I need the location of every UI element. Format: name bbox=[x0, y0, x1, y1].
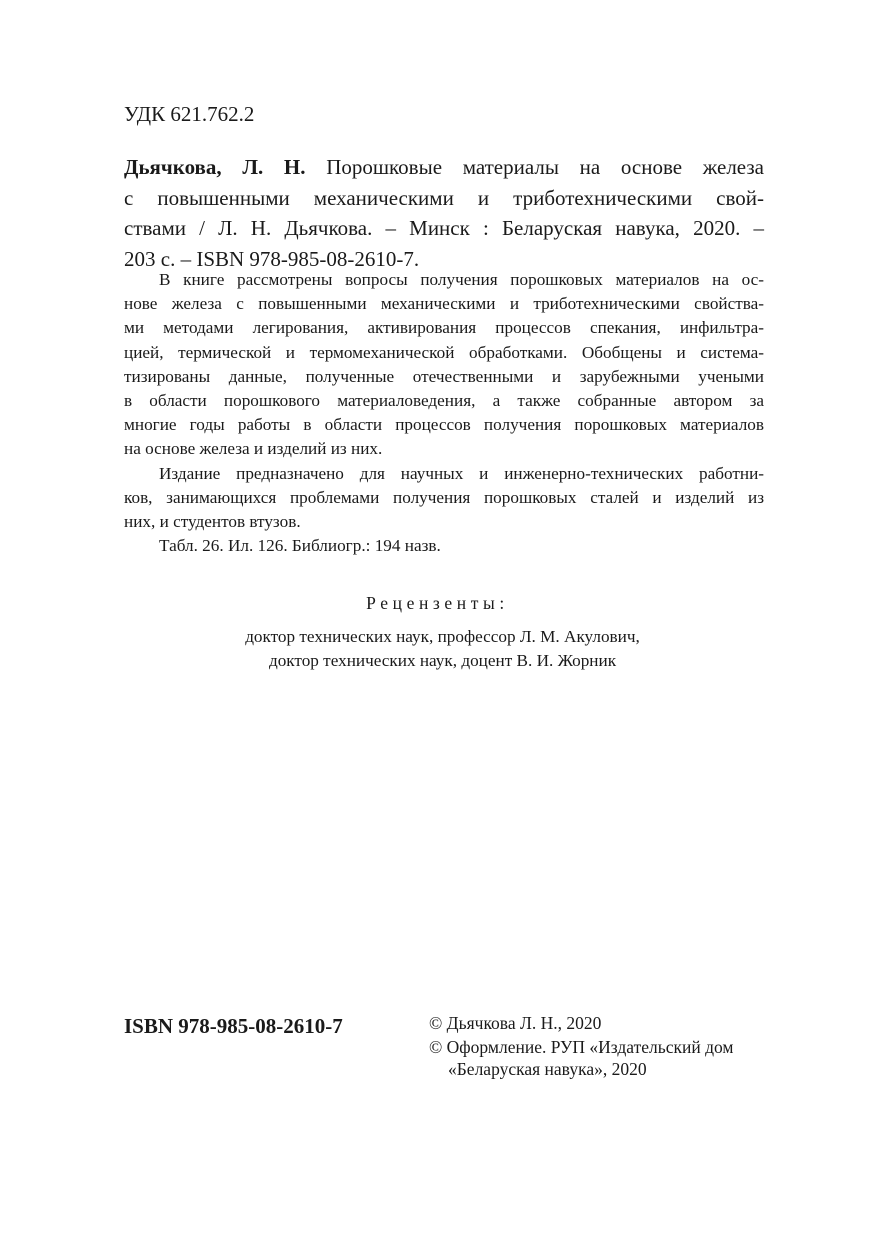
annotation-p1-line: многие годы работы в области процессов получения порошковых материалов bbox=[124, 415, 764, 435]
reviewer-1: доктор технических наук, профессор Л. М. Акулович, bbox=[245, 627, 640, 646]
annotation-p1-line: на основе железа и изделий из них. bbox=[124, 439, 383, 459]
annotation-p1-line: ми методами легирования, активирования процессов спекания, инфильтра- bbox=[124, 318, 764, 338]
annotation-p1-line: нове железа с повышенными механическими и триботехническими свойства- bbox=[124, 294, 764, 314]
reviewer-2: доктор технических наук, доцент В. И. Жорник bbox=[268, 651, 617, 670]
isbn-number: ISBN 978-985-08-2610-7 bbox=[124, 1014, 343, 1038]
annotation-stats: Табл. 26. Ил. 126. Библиогр.: 194 назв. bbox=[159, 536, 441, 556]
annotation bbox=[124, 268, 764, 558]
copyright-design: © Оформление. РУП «Издательский дом bbox=[429, 1037, 734, 1057]
reviewers-heading: Рецензенты: bbox=[366, 593, 509, 613]
citation-line-2: с повышенными механическими и триботехническими свой- bbox=[124, 185, 764, 210]
udk-code: УДК 621.762.2 bbox=[124, 102, 255, 126]
annotation-p1-line: в области порошкового материаловедения, а также собранные автором за bbox=[124, 390, 764, 410]
annotation-p2-line: них, и студентов втузов. bbox=[124, 511, 301, 531]
annotation-p2-line: Издание предназначено для научных и инженерно-технических работни- bbox=[159, 463, 764, 483]
annotation-p1-line: цией, термической и термомеханической обработками. Обобщены и система- bbox=[124, 342, 764, 362]
annotation-p2-line: ков, занимающихся проблемами получения порошковых сталей и изделий из bbox=[124, 487, 764, 507]
citation-author: Дьячкова, Л. Н. bbox=[124, 155, 306, 179]
annotation-p1-line: тизированы данные, полученные отечественными и зарубежными учеными bbox=[124, 366, 764, 386]
copyright-publisher: «Беларуская навука», 2020 bbox=[448, 1059, 647, 1079]
citation-line-1 bbox=[124, 152, 764, 183]
citation-line-3: ствами / Л. Н. Дьячкова. – Минск : Беларуская навука, 2020. – bbox=[124, 216, 764, 240]
bibliographic-citation bbox=[124, 152, 764, 274]
citation-line-4: 203 с. – ISBN 978-985-08-2610-7. bbox=[124, 246, 420, 271]
citation-title-start: Порошковые материалы на основе железа bbox=[305, 155, 764, 179]
annotation-p1-line: В книге рассмотрены вопросы получения порошковых материалов на ос- bbox=[159, 270, 764, 289]
copyright-author: © Дьячкова Л. Н., 2020 bbox=[429, 1013, 602, 1033]
